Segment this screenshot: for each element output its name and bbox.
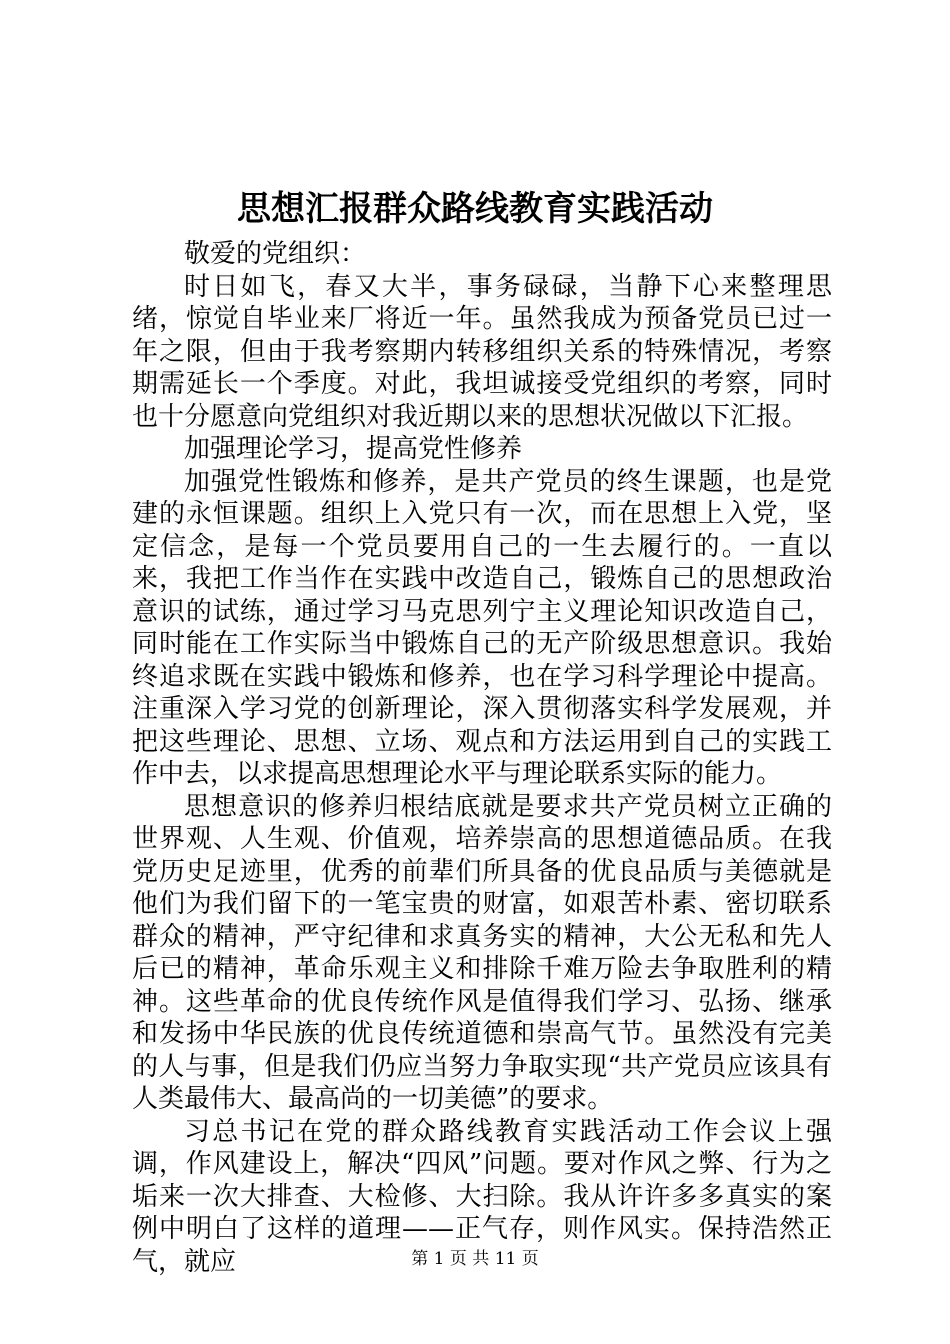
salutation: 敬爱的党组织：: [184, 239, 367, 269]
section-heading: 加强理论学习，提高党性修养: [184, 434, 523, 464]
paragraph: 习总书记在党的群众路线教育实践活动工作会议上强调，作风建设上，解决“四风”问题。要对作风之弊、行为之垢来一次大排查、大检修、大扫除。我从许许多多真实的案例中明白了这样的道理——正气存，则作风实。保持浩然正气，就应: [132, 1116, 832, 1277]
page-footer: 第 1 页 共 11 页: [411, 1249, 539, 1269]
paragraph: 思想意识的修养归根结底就是要求共产党员树立正确的世界观、人生观、价值观，培养崇高的思想道德品质。在我党历史足迹里，优秀的前辈们所具备的优良品质与美德就是他们为我们留下的一笔宝贵的财富，如艰苦朴素、密切联系群众的精神，严守纪律和求真务实的精神，大公无私和先人后已的精神，革命乐观主义和排除千难万险去争取胜利的精神。这些革命的优良传统作风是值得我们学习、弘扬、继承和发扬中华民族的优良传统道德和崇高气节。虽然没有完美的人与事，但是我们仍应当努力争取实现“共产党员应该具有人类最伟大、最高尚的一切美德”的要求。: [132, 791, 832, 1114]
document-body: [132, 238, 832, 1278]
document-title: 思想汇报群众路线教育实践活动: [237, 189, 713, 229]
paragraph: 时日如飞，春又大半，事务碌碌，当静下心来整理思绪，惊觉自毕业来厂将近一年。虽然我成为预备党员已过一年之限，但由于我考察期内转移组织关系的特殊情况，考察期需延长一个季度。对此，我坦诚接受党组织的考察，同时也十分愿意向党组织对我近期以来的思想状况做以下汇报。: [132, 271, 832, 432]
paragraph: 加强党性锻炼和修养，是共产党员的终生课题，也是党建的永恒课题。组织上入党只有一次，而在思想上入党，坚定信念，是每一个党员要用自己的一生去履行的。一直以来，我把工作当作在实践中改造自己，锻炼自己的思想政治意识的试练，通过学习马克思列宁主义理论知识改造自己，同时能在工作实际当中锻炼自己的无产阶级思想意识。我始终追求既在实践中锻炼和修养，也在学习科学理论中提高。注重深入学习党的创新理论，深入贯彻落实科学发展观，并把这些理论、思想、立场、观点和方法运用到自己的实践工作中去，以求提高思想理论水平与理论联系实际的能力。: [132, 466, 832, 789]
